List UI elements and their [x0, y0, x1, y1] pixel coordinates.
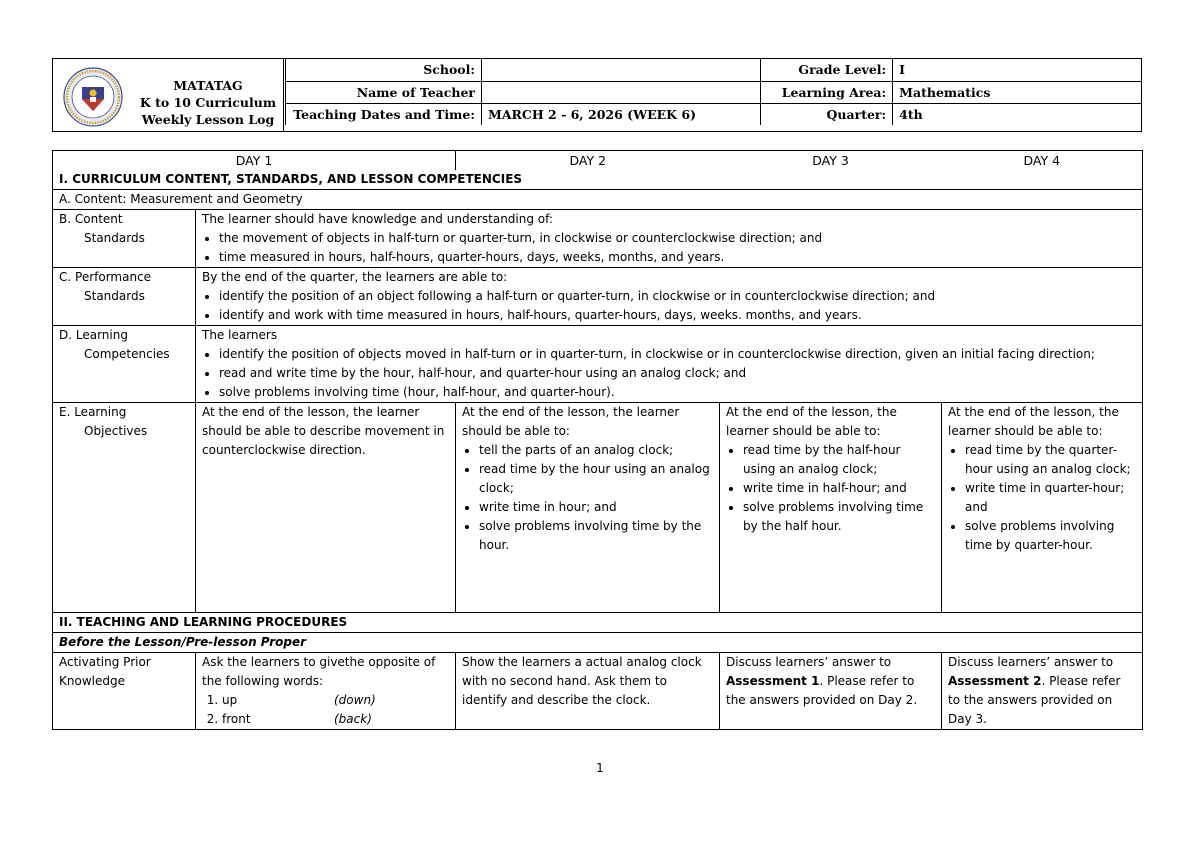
performance-standards-label	[53, 268, 196, 326]
learning-competencies-label	[53, 326, 196, 403]
brand-line-1: MATATAG	[173, 78, 243, 93]
quarter-field[interactable]: 4th	[893, 103, 1141, 125]
objectives-day-2-list	[462, 441, 713, 555]
list-item: • read and write time by the hour, half-hour, and quarter-hour using an analog clock; and	[219, 364, 1096, 383]
learning-competencies-cell	[196, 326, 1143, 403]
content-standards-label-b: Standards	[84, 231, 145, 245]
page-number: 1	[596, 761, 604, 775]
lesson-log-table	[52, 150, 1143, 730]
teacher-label: Name of Teacher	[286, 81, 482, 103]
apk-label	[53, 653, 196, 730]
list-item: • tell the parts of an analog clock;	[479, 441, 713, 460]
objectives-day-2	[456, 403, 720, 613]
school-label: School:	[286, 59, 482, 81]
header-block	[52, 58, 1142, 132]
learning-competencies-label-b: Competencies	[84, 347, 170, 361]
apk-day-4	[942, 653, 1143, 730]
brand-line-2: K to 10 Curriculum	[139, 95, 277, 110]
list-item: • read time by the half-hour using an analog clock;	[743, 441, 935, 479]
teaching-dates-field[interactable]: MARCH 2 - 6, 2026 (WEEK 6)	[481, 103, 760, 125]
answer: (down)	[334, 693, 376, 707]
objectives-day-2-intro: At the end of the lesson, the learner should be able to:	[462, 405, 680, 438]
learning-objectives-label-b: Objectives	[84, 424, 148, 438]
grade-level-label: Grade Level:	[761, 59, 893, 81]
objectives-day-4-intro: At the end of the lesson, the learner should be able to:	[948, 405, 1119, 438]
performance-standards-list	[202, 287, 1136, 325]
learning-objectives-label	[53, 403, 196, 613]
objectives-day-4	[942, 403, 1143, 613]
apk-day-2-text: Show the learners a actual analog clock with no second hand. Ask them to identify and describe the clock.	[462, 655, 702, 707]
learning-objectives-label-a: E. Learning	[59, 405, 127, 419]
list-item: • read time by the quarter-hour using an analog clock;	[965, 441, 1136, 479]
activating-prior-knowledge-row	[53, 653, 1143, 730]
brand-title	[133, 77, 283, 128]
apk-day-3-pre: Discuss learners’ answer to	[726, 655, 892, 669]
apk-day-4-post: . Please refer to the answers provided on Day 3.	[948, 674, 1121, 726]
content-standards-label-a: B. Content	[59, 212, 123, 226]
assessment-2-ref: Assessment 2	[948, 674, 1042, 688]
apk-day-1-list	[202, 691, 449, 729]
list-item: • write time in hour; and	[479, 498, 713, 517]
grade-level-field[interactable]: I	[893, 59, 1141, 81]
learning-objectives-row	[53, 403, 1143, 613]
apk-day-1	[196, 653, 456, 730]
header-info-table	[285, 59, 1141, 125]
apk-day-2	[456, 653, 720, 730]
list-item: • write time in half-hour; and	[743, 479, 935, 498]
quarter-label: Quarter:	[761, 103, 893, 125]
learning-competencies-intro: The learners	[202, 328, 278, 342]
learning-competencies-label-a: D. Learning	[59, 328, 128, 342]
content-row: A. Content: Measurement and Geometry	[53, 190, 1143, 210]
performance-standards-intro: By the end of the quarter, the learners are able to:	[202, 270, 508, 284]
section-2-subtitle: Before the Lesson/Pre-lesson Proper	[53, 633, 1143, 653]
assessment-1-ref: Assessment 1	[726, 674, 820, 688]
list-item: • the movement of objects in half-turn or quarter-turn, in clockwise or counterclockwise direction; and	[219, 229, 1136, 248]
day-3-header: DAY 3	[720, 151, 942, 171]
performance-standards-label-a: C. Performance	[59, 270, 152, 284]
content-standards-list	[202, 229, 1136, 267]
list-item: • write time in quarter-hour; and	[965, 479, 1136, 517]
objectives-day-1-text: At the end of the lesson, the learner should be able to describe movement in counterclockwise direction.	[202, 405, 445, 457]
day-header-row	[53, 151, 1143, 171]
objectives-day-3-list	[726, 441, 935, 536]
header-brand	[53, 59, 284, 131]
word: up	[222, 693, 238, 707]
apk-day-3	[720, 653, 942, 730]
learning-area-label: Learning Area:	[761, 81, 893, 103]
teacher-field[interactable]	[481, 81, 760, 103]
section-1-title: I. CURRICULUM CONTENT, STANDARDS, AND LESSON COMPETENCIES	[53, 170, 1143, 190]
list-item: • time measured in hours, half-hours, quarter-hours, days, weeks, months, and years.	[219, 248, 1136, 267]
objectives-day-3-intro: At the end of the lesson, the learner should be able to:	[726, 405, 897, 438]
apk-label-a: Activating Prior	[59, 655, 151, 669]
list-item: • identify the position of an object following a half-turn or quarter-turn, in clockwise or in counterclockwise direction; and	[219, 287, 1136, 306]
objectives-day-4-list	[948, 441, 1136, 555]
performance-standards-row	[53, 268, 1143, 326]
list-item: • solve problems involving time by quarter-hour.	[965, 517, 1136, 555]
teaching-dates-label: Teaching Dates and Time:	[286, 103, 482, 125]
performance-standards-label-b: Standards	[84, 289, 145, 303]
list-item: • identify and work with time measured in hours, half-hours, quarter-hours, days, weeks. months, and years.	[219, 306, 1136, 325]
performance-standards-cell	[196, 268, 1143, 326]
deped-seal-logo	[63, 67, 123, 127]
list-item: • solve problems involving time by the hour.	[479, 517, 713, 555]
content-standards-intro: The learner should have knowledge and understanding of:	[202, 212, 553, 226]
content-standards-label	[53, 210, 196, 268]
list-item	[222, 691, 449, 710]
school-field[interactable]	[481, 59, 760, 81]
content-standards-cell	[196, 210, 1143, 268]
apk-label-b: Knowledge	[59, 674, 125, 688]
apk-day-1-intro: Ask the learners to givethe opposite of the following words:	[202, 655, 436, 688]
answer: (back)	[334, 712, 372, 726]
content-standards-row	[53, 210, 1143, 268]
list-item: • read time by the hour using an analog clock;	[479, 460, 713, 498]
section-2-title: II. TEACHING AND LEARNING PROCEDURES	[53, 613, 1143, 633]
day-1-header: DAY 1	[53, 151, 456, 171]
apk-day-4-pre: Discuss learners’ answer to	[948, 655, 1114, 669]
apk-day-3-post: . Please refer to the answers provided on Day 2.	[726, 674, 918, 707]
learning-competencies-list	[202, 345, 1136, 402]
day-4-header: DAY 4	[942, 151, 1143, 171]
list-item	[222, 710, 449, 729]
learning-area-field[interactable]: Mathematics	[893, 81, 1141, 103]
learning-competencies-row	[53, 326, 1143, 403]
objectives-day-3	[720, 403, 942, 613]
list-item: • solve problems involving time (hour, half-hour, and quarter-hour).	[219, 383, 1096, 402]
word: front	[222, 712, 251, 726]
brand-line-3: Weekly Lesson Log	[141, 112, 275, 127]
objectives-day-1	[196, 403, 456, 613]
list-item: • solve problems involving time by the half hour.	[743, 498, 935, 536]
list-item: • identify the position of objects moved in half-turn or in quarter-turn, in clockwise or in counterclockwise direction, given an initial facing direction;	[219, 345, 1096, 364]
day-2-header: DAY 2	[456, 151, 720, 171]
